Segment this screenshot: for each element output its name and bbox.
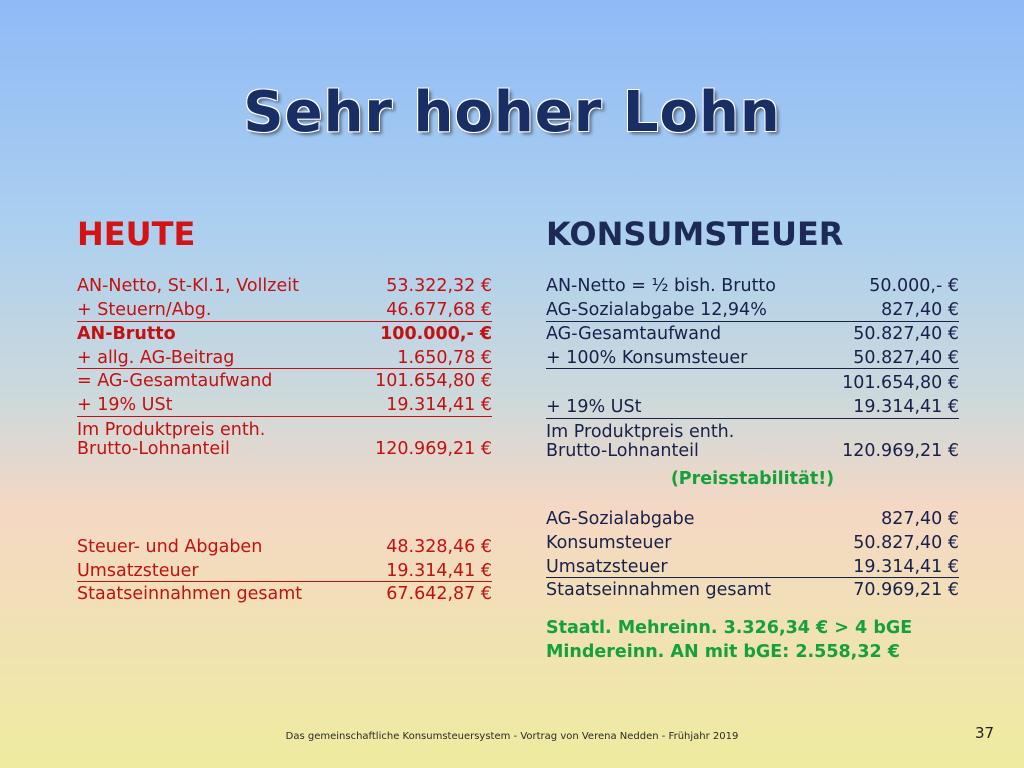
row-value: 19.314,41 € xyxy=(386,395,492,415)
slide-title: Sehr hoher Lohn xyxy=(243,80,781,145)
row-value: 67.642,87 € xyxy=(386,584,492,604)
heading-konsumsteuer: KONSUMSTEUER xyxy=(546,215,844,253)
preisstabilitaet-note: (Preisstabilität!) xyxy=(670,468,835,489)
row-umsatzsteuer xyxy=(77,559,492,583)
row-steuer-abgaben xyxy=(77,535,492,559)
row-value: 100.000,- € xyxy=(380,323,492,344)
row-value: 120.969,21 € xyxy=(842,440,959,461)
spacer xyxy=(546,602,959,616)
row-brutto-lohnanteil xyxy=(546,442,959,461)
row-ag-beitrag xyxy=(77,346,492,370)
row-label: Umsatzsteuer xyxy=(77,560,199,581)
produktpreis-block xyxy=(77,421,492,459)
row-label: Staatseinnahmen gesamt xyxy=(546,580,772,600)
row-zwischensumme xyxy=(546,371,959,395)
row-value: 50.000,- € xyxy=(869,276,959,296)
row-label: Brutto-Lohnanteil xyxy=(546,440,699,461)
page-number: 37 xyxy=(975,724,995,742)
row-label: Brutto-Lohnanteil xyxy=(77,438,230,459)
row-staatseinnahmen xyxy=(546,578,959,602)
row-label: + 19% USt xyxy=(546,397,642,417)
row-value: 53.322,32 € xyxy=(386,276,492,296)
row-value: 50.827,40 € xyxy=(853,347,959,368)
row-value: 827,40 € xyxy=(881,508,959,529)
row-label: AG-Sozialabgabe xyxy=(546,508,695,529)
row-label: AG-Sozialabgabe 12,94% xyxy=(546,300,767,320)
row-value: 46.677,68 € xyxy=(386,300,492,320)
row-konsumsteuer xyxy=(546,346,959,370)
row-label: Konsumsteuer xyxy=(546,532,672,553)
heading-heute: HEUTE xyxy=(77,215,196,253)
row-value: 19.314,41 € xyxy=(386,560,492,581)
row-value: 19.314,41 € xyxy=(853,556,959,577)
row-label: AG-Gesamtaufwand xyxy=(546,323,722,344)
produktpreis-label: Im Produktpreis enth. xyxy=(546,421,735,442)
row-steuern-abg xyxy=(77,298,492,322)
row-label: + 100% Konsumsteuer xyxy=(546,347,748,368)
row-value: 50.827,40 € xyxy=(853,323,959,344)
spacer xyxy=(546,491,959,507)
row-value: 1.650,78 € xyxy=(397,347,492,368)
row-ag-sozialabgabe-2 xyxy=(546,507,959,531)
mehreinnahmen-note: Staatl. Mehreinn. 3.326,34 € > 4 bGE xyxy=(546,618,913,638)
row-ust xyxy=(77,393,492,417)
produktpreis-block xyxy=(546,423,959,461)
row-konsumsteuer-2 xyxy=(546,531,959,555)
row-value: 50.827,40 € xyxy=(853,532,959,553)
row-an-brutto xyxy=(77,322,492,346)
row-label: = AG-Gesamtaufwand xyxy=(77,371,273,391)
row-brutto-lohnanteil xyxy=(77,440,492,459)
row-label: Steuer- und Abgaben xyxy=(77,536,263,557)
mindereinnahmen-note: Mindereinn. AN mit bGE: 2.558,32 € xyxy=(546,642,900,662)
row-value: 827,40 € xyxy=(881,300,959,320)
row-value: 19.314,41 € xyxy=(853,397,959,417)
row-label: AN-Brutto xyxy=(77,323,176,344)
spacer xyxy=(77,459,492,535)
row-value: 101.654,80 € xyxy=(842,373,959,393)
row-label: AN-Netto, St-Kl.1, Vollzeit xyxy=(77,276,299,296)
row-an-netto xyxy=(77,274,492,298)
row-label: Staatseinnahmen gesamt xyxy=(77,584,303,604)
row-staatseinnahmen xyxy=(77,582,492,606)
column-heute xyxy=(77,274,492,606)
row-ust xyxy=(546,395,959,419)
row-label: + 19% USt xyxy=(77,395,173,415)
row-label: + allg. AG-Beitrag xyxy=(77,347,235,368)
produktpreis-label: Im Produktpreis enth. xyxy=(77,419,266,440)
row-label: Umsatzsteuer xyxy=(546,556,668,577)
column-konsumsteuer xyxy=(546,274,959,664)
row-value: 48.328,46 € xyxy=(386,536,492,557)
row-ag-gesamtaufwand xyxy=(77,369,492,393)
row-ag-gesamtaufwand xyxy=(546,322,959,346)
row-value: 70.969,21 € xyxy=(853,580,959,600)
slide-footer: Das gemeinschaftliche Konsumsteuersystem - Vortrag von Verena Nedden - Frühjahr 2019 xyxy=(285,731,739,742)
row-label: AN-Netto = ½ bish. Brutto xyxy=(546,276,777,296)
row-ag-sozialabgabe xyxy=(546,298,959,322)
row-label: + Steuern/Abg. xyxy=(77,300,212,320)
row-umsatzsteuer xyxy=(546,555,959,579)
row-an-netto xyxy=(546,274,959,298)
row-value: 120.969,21 € xyxy=(375,438,492,459)
row-value: 101.654,80 € xyxy=(375,371,492,391)
